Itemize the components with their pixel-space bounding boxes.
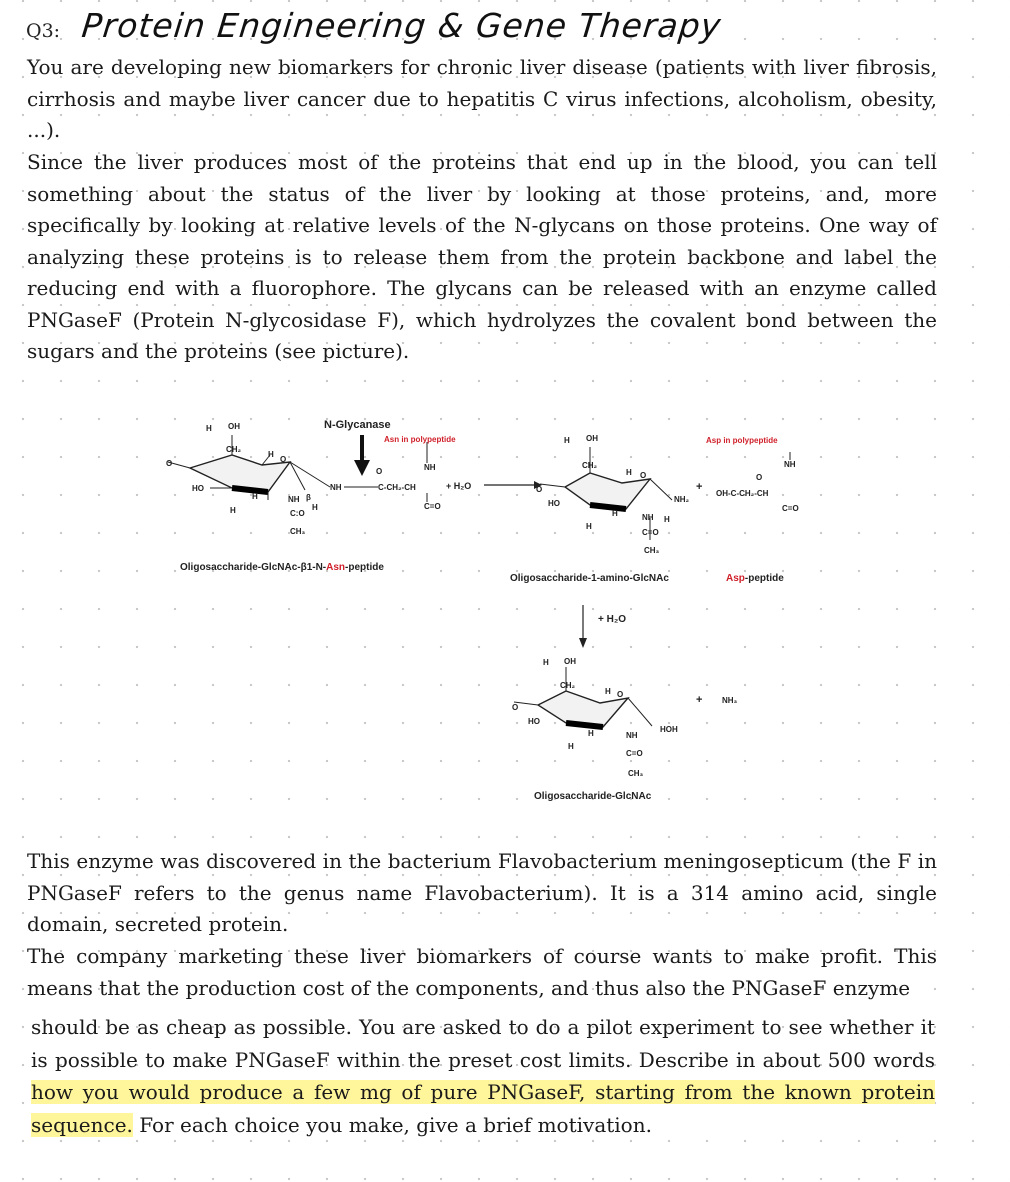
- svg-text:NH₂: NH₂: [674, 495, 690, 504]
- substrate-glcnac-ring: [166, 422, 330, 536]
- svg-text:CH₃: CH₃: [290, 527, 306, 536]
- svg-text:O: O: [640, 471, 647, 480]
- svg-text:O: O: [376, 467, 383, 476]
- ammonia-product: NH₃: [722, 696, 738, 705]
- svg-text:HOH: HOH: [660, 725, 678, 734]
- svg-text:H: H: [543, 658, 549, 667]
- body-paragraph-3: This enzyme was discovered in the bacterium Flavobacterium meningosepticum (the F in PNGaseF refers to the genus name Flavobacterium). It is a 314 amino acid, single domain, secreted protein.: [27, 849, 937, 936]
- product3-caption: Oligosaccharide-GlcNAc: [534, 791, 652, 802]
- svg-text:HO: HO: [528, 717, 540, 726]
- svg-text:H: H: [206, 424, 212, 433]
- svg-text:O: O: [166, 459, 173, 468]
- intro-paragraph-2: Since the liver produces most of the proteins that end up in the blood, you can tell something about the status of the liver by looking at those proteins, and, more specifically by looking at relative levels of the N-glycans on those proteins. One way of analyzing these proteins is to release them from the protein backbone and label the reducing end with a fluorophore. The glycans can be released with an enzyme called PNGaseF (Protein N-glycosidase F), which hydrolyzes the covalent bond between the sugars and the proteins (see picture).: [27, 150, 937, 363]
- svg-text:H: H: [588, 729, 594, 738]
- svg-text:C:O: C:O: [290, 509, 305, 518]
- enzyme-label: N-Glycanase: [324, 419, 391, 431]
- svg-text:H: H: [626, 468, 632, 477]
- svg-text:CH₂: CH₂: [560, 681, 576, 690]
- product-amino-glcnac-ring: [536, 434, 690, 555]
- svg-text:H: H: [268, 450, 274, 459]
- svg-text:CH₃: CH₃: [628, 769, 644, 778]
- svg-text:NH: NH: [626, 731, 638, 740]
- svg-text:H: H: [612, 509, 618, 518]
- svg-text:C=O: C=O: [642, 528, 659, 537]
- body-paragraph-4: The company marketing these liver biomarkers of course wants to make profit. This means that the production cost of the components, and thus also the PNGaseF enzyme: [27, 944, 937, 1000]
- handwritten-title: Protein Engineering & Gene Therapy: [79, 6, 724, 45]
- asp-polypeptide-label: Asp in polypeptide: [706, 436, 778, 445]
- svg-text:H: H: [564, 436, 570, 445]
- asn-polypeptide-label: Asn in polypeptide: [384, 435, 456, 444]
- svg-text:C-CH₂-CH: C-CH₂-CH: [378, 483, 416, 492]
- svg-text:HO: HO: [548, 499, 560, 508]
- cleavage-arrow: [354, 435, 370, 476]
- svg-text:CH₂: CH₂: [582, 461, 598, 470]
- question-label: Q3:: [26, 20, 61, 42]
- svg-text:H: H: [586, 522, 592, 531]
- svg-text:C=O: C=O: [626, 749, 643, 758]
- product1-caption: Oligosaccharide-1-amino-GlcNAc: [510, 573, 669, 584]
- svg-text:CH₃: CH₃: [644, 546, 660, 555]
- svg-text:C=O: C=O: [782, 504, 799, 513]
- svg-text:NH: NH: [642, 513, 654, 522]
- highlighted-task: how you would produce a few mg of pure PNGaseF, starting from the known protein sequence.: [31, 1080, 935, 1137]
- svg-text:β: β: [306, 493, 311, 502]
- svg-text:H: H: [252, 492, 258, 501]
- svg-text:NH: NH: [784, 460, 796, 469]
- asp-peptide-caption: Asp-peptide: [726, 573, 784, 584]
- question-prompt-paragraph: should be as cheap as possible. You are asked to do a pilot experiment to see whether it is possible to make PNGaseF within the preset cost limits. Describe in about 500 words how you would produce a few mg of pure PNGaseF, starting from the known protein sequence. For each choice you make, give a brief motivation.: [31, 1015, 935, 1137]
- svg-text:H: H: [312, 503, 318, 512]
- svg-text:O: O: [617, 690, 624, 699]
- asp-peptide-product: [696, 452, 799, 513]
- svg-text:O: O: [536, 485, 543, 494]
- intro-paragraph-1: You are developing new biomarkers for chronic liver disease (patients with liver fibrosis, cirrhosis and maybe liver cancer due to hepatitis C virus infections, alcoholism, obesity, ...).: [27, 55, 937, 142]
- svg-text:OH: OH: [228, 422, 240, 431]
- product-glcnac-ring: [512, 657, 678, 778]
- svg-text:H: H: [664, 515, 670, 524]
- asn-peptide-linkage: [330, 442, 441, 511]
- svg-text:CH₂: CH₂: [226, 445, 242, 454]
- svg-text:H: H: [605, 687, 611, 696]
- svg-text:+: +: [696, 694, 703, 706]
- svg-text:+: +: [696, 481, 703, 493]
- svg-text:NH: NH: [424, 463, 436, 472]
- svg-text:NH: NH: [288, 495, 300, 504]
- hydrolysis-water: + H₂O: [598, 614, 627, 625]
- svg-text:O: O: [756, 473, 763, 482]
- svg-text:H: H: [230, 506, 236, 515]
- water-reactant: + H₂O: [446, 481, 472, 491]
- svg-text:O: O: [280, 455, 287, 464]
- pngasef-reaction-figure: [150, 410, 830, 810]
- svg-text:H: H: [568, 742, 574, 751]
- svg-text:OH: OH: [564, 657, 576, 666]
- svg-text:OH: OH: [586, 434, 598, 443]
- svg-text:OH-C-CH₂-CH: OH-C-CH₂-CH: [716, 489, 769, 498]
- svg-text:NH: NH: [330, 483, 342, 492]
- svg-text:C=O: C=O: [424, 502, 441, 511]
- svg-text:HO: HO: [192, 484, 204, 493]
- substrate-caption: Oligosaccharide-GlcNAc-β1-N-Asn-peptide: [180, 562, 384, 573]
- svg-text:O: O: [512, 703, 519, 712]
